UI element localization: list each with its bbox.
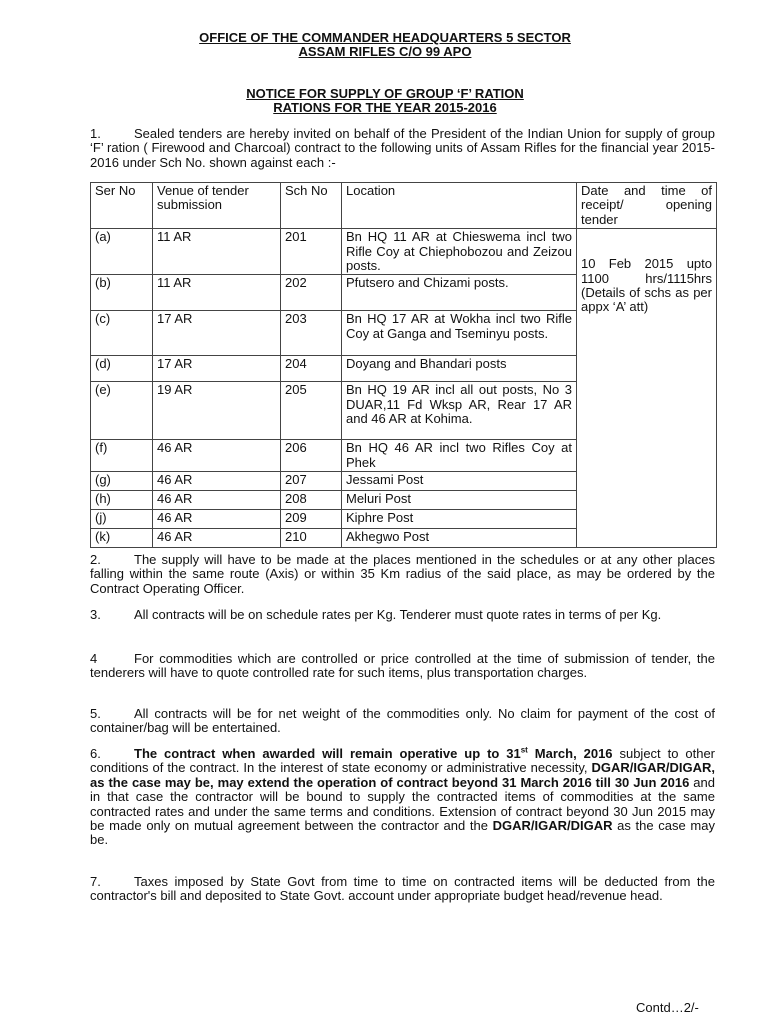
- ser-cell: (d): [91, 356, 153, 382]
- location-cell: Bn HQ 19 AR incl all out posts, No 3 DUAR,11 Fd Wksp AR, Rear 17 AR and 46 AR at Kohima.: [342, 382, 577, 440]
- sch-cell: 210: [281, 529, 342, 548]
- venue-cell: 46 AR: [153, 529, 281, 548]
- table-header-row: [91, 183, 717, 229]
- para-number: 4: [90, 651, 98, 666]
- col-header: Sch No: [281, 183, 342, 229]
- para-number: 1.: [90, 126, 101, 141]
- venue-cell: 46 AR: [153, 472, 281, 491]
- para-number: 7.: [90, 874, 101, 889]
- sch-cell: 206: [281, 440, 342, 472]
- para-text: Taxes imposed by State Govt from time to time on contracted items will be deducted from the contractor's bill and deposited to State Govt. account under appropriate budget head/revenue head.: [90, 874, 715, 904]
- para-text: The supply will have to be made at the places mentioned in the schedules or at any other places falling within the same route (Axis) or within 35 Km radius of the said place, as may be ordered by the Contract Operating Officer.: [90, 552, 715, 596]
- para-text: Sealed tenders are hereby invited on behalf of the President of the Indian Union for supply of group ‘F’ ration ( Firewood and Charcoal) contract to the following units of Assam Rifles for the financial year 2015-2016 under Sch No. shown against each :-: [90, 126, 715, 170]
- col-header: Venue of tender submission: [153, 183, 281, 229]
- ser-cell: (c): [91, 311, 153, 356]
- location-cell: Doyang and Bhandari posts: [342, 356, 577, 382]
- para-number: 3.: [90, 607, 101, 622]
- venue-cell: 46 AR: [153, 510, 281, 529]
- venue-cell: 11 AR: [153, 229, 281, 275]
- para-number: 6.: [90, 746, 101, 761]
- sch-cell: 203: [281, 311, 342, 356]
- location-cell: Jessami Post: [342, 472, 577, 491]
- superscript: st: [520, 745, 528, 755]
- venue-cell: 46 AR: [153, 491, 281, 510]
- notice-subtitle: RATIONS FOR THE YEAR 2015-2016: [273, 100, 497, 115]
- office-title: OFFICE OF THE COMMANDER HEADQUARTERS 5 SECTOR: [199, 30, 571, 45]
- ser-cell: (b): [91, 275, 153, 311]
- col-header: Location: [342, 183, 577, 229]
- ser-cell: (j): [91, 510, 153, 529]
- col-header: Ser No: [91, 183, 153, 229]
- bold-text: The contract when awarded will remain operative up to 31: [134, 746, 521, 761]
- para-text: subject to other conditions of the contract. In the interest of state economy or administrative necessity,: [90, 746, 715, 776]
- location-cell: Bn HQ 17 AR at Wokha incl two Rifle Coy at Ganga and Tseminyu posts.: [342, 311, 577, 356]
- col-header: Date and time of receipt/ opening tender: [577, 183, 717, 229]
- venue-cell: 17 AR: [153, 356, 281, 382]
- location-cell: Akhegwo Post: [342, 529, 577, 548]
- bold-text: DGAR/IGAR/DIGAR, as the case may be, may extend the operation of contract beyond 31 March 2016 till 30 Jun 2016: [90, 760, 715, 790]
- paragraph-6: [90, 747, 715, 848]
- bold-text: March, 2016: [527, 746, 613, 761]
- ser-cell: (k): [91, 529, 153, 548]
- table-row: [91, 229, 717, 275]
- ser-cell: (e): [91, 382, 153, 440]
- paragraph-4: [90, 652, 715, 681]
- sch-cell: 205: [281, 382, 342, 440]
- para-text: and in that case the contractor will be bound to supply the contracted items of commodities at the same contracted rates and under the same terms and conditions. Extension of contract beyond 30 Jun 2015 may be made only on mutual agreement between the contractor and the: [90, 774, 715, 834]
- paragraph-7: [90, 875, 715, 904]
- venue-cell: 11 AR: [153, 275, 281, 311]
- location-cell: Bn HQ 46 AR incl two Rifles Coy at Phek: [342, 440, 577, 472]
- sch-cell: 201: [281, 229, 342, 275]
- date-cell: 10 Feb 2015 upto 1100 hrs/1115hrs (Details of schs as per appx ‘A’ att): [577, 229, 717, 548]
- office-address: ASSAM RIFLES C/O 99 APO: [298, 44, 472, 59]
- para-text: All contracts will be for net weight of the commodities only. No claim for payment of the cost of container/bag will be entertained.: [90, 706, 715, 736]
- venue-cell: 19 AR: [153, 382, 281, 440]
- sch-cell: 208: [281, 491, 342, 510]
- para-number: 5.: [90, 706, 101, 721]
- venue-cell: 46 AR: [153, 440, 281, 472]
- sch-cell: 209: [281, 510, 342, 529]
- ser-cell: (a): [91, 229, 153, 275]
- paragraph-1: [90, 127, 715, 170]
- location-cell: Bn HQ 11 AR at Chieswema incl two Rifle Coy at Chiephobozou and Zeizou posts.: [342, 229, 577, 275]
- sch-cell: 204: [281, 356, 342, 382]
- units-table: [90, 182, 717, 548]
- paragraph-5: [90, 707, 715, 736]
- ser-cell: (h): [91, 491, 153, 510]
- para-number: 2.: [90, 552, 101, 567]
- ser-cell: (f): [91, 440, 153, 472]
- notice-title: NOTICE FOR SUPPLY OF GROUP ‘F’ RATION: [246, 86, 524, 101]
- para-text: All contracts will be on schedule rates per Kg. Tenderer must quote rates in terms of per Kg.: [134, 607, 662, 622]
- bold-text: DGAR/IGAR/DIGAR: [492, 818, 613, 834]
- continued-marker: Contd…2/-: [636, 1000, 699, 1015]
- paragraph-2: [90, 553, 715, 596]
- location-cell: Kiphre Post: [342, 510, 577, 529]
- venue-cell: 17 AR: [153, 311, 281, 356]
- sch-cell: 202: [281, 275, 342, 311]
- para-text: as the case may be.: [90, 818, 715, 848]
- sch-cell: 207: [281, 472, 342, 491]
- paragraph-3: [90, 608, 715, 622]
- location-cell: Pfutsero and Chizami posts.: [342, 275, 577, 311]
- para-text: For commodities which are controlled or price controlled at the time of submission of tender, the tenderers will have to quote controlled rate for such items, plus transportation charges.: [90, 651, 715, 681]
- ser-cell: (g): [91, 472, 153, 491]
- location-cell: Meluri Post: [342, 491, 577, 510]
